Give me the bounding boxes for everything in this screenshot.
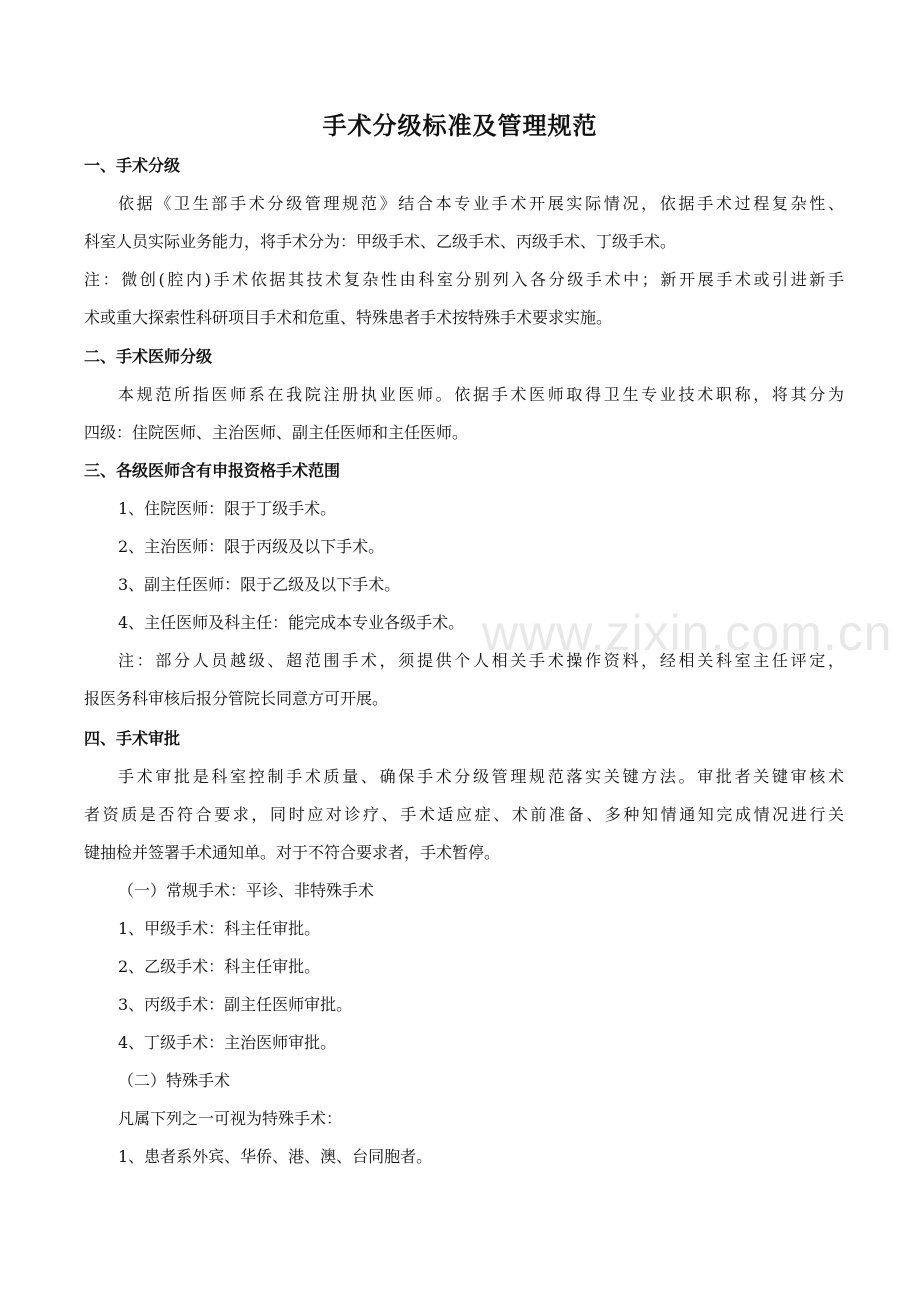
note-line: 注：微创(腔内)手术依据其技术复杂性由科室分别列入各分级手术中；新开展手术或引进新手 [84,270,844,289]
list-item: 1、甲级手术：科主任审批。 [118,919,321,938]
paragraph-line: 键抽检并签署手术通知单。对于不符合要求者，手术暂停。 [84,843,501,862]
list-item: 3、丙级手术：副主任医师审批。 [118,995,353,1014]
watermark: www.zixin.com.cn [482,605,893,661]
paragraph-line: 手术审批是科室控制手术质量、确保手术分级管理规范落实关键方法。审批者关键审核术 [118,767,844,786]
document-title: 手术分级标准及管理规范 [322,112,598,140]
note-line: 报医务科审核后报分管院长同意方可开展。 [84,689,389,708]
subsection-heading: （一）常规手术：平诊、非特殊手术 [118,881,375,900]
paragraph-line: 本规范所指医师系在我院注册执业医师。依据手术医师取得卫生专业技术职称，将其分为 [118,385,844,404]
section-heading: 三、各级医师含有申报资格手术范围 [84,461,341,480]
list-item: 3、副主任医师：限于乙级及以下手术。 [118,575,401,594]
list-item: 2、乙级手术：科主任审批。 [118,957,321,976]
paragraph-line: 科室人员实际业务能力，将手术分为：甲级手术、乙级手术、丙级手术、丁级手术。 [84,232,677,251]
subsection-heading: （二）特殊手术 [118,1071,231,1090]
section-heading: 四、手术审批 [84,729,181,748]
list-item: 4、主任医师及科主任：能完成本专业各级手术。 [118,613,465,632]
paragraph-line: 凡属下列之一可视为特殊手术： [118,1109,343,1128]
section-heading: 一、手术分级 [84,156,181,175]
list-item: 1、患者系外宾、华侨、港、澳、台同胞者。 [118,1147,433,1166]
paragraph-line: 依据《卫生部手术分级管理规范》结合本专业手术开展实际情况，依据手术过程复杂性、 [118,194,844,213]
note-line: 注：部分人员越级、超范围手术，须提供个人相关手术操作资料，经相关科室主任评定， [118,651,844,670]
section-heading: 二、手术医师分级 [84,347,213,366]
paragraph-line: 者资质是否符合要求，同时应对诊疗、手术适应症、术前准备、多种知情通知完成情况进行关 [84,805,844,824]
list-item: 4、丁级手术：主治医师审批。 [118,1033,337,1052]
list-item: 2、主治医师：限于丙级及以下手术。 [118,537,385,556]
list-item: 1、住院医师：限于丁级手术。 [118,499,337,518]
note-line: 术或重大探索性科研项目手术和危重、特殊患者手术按特殊手术要求实施。 [84,308,613,327]
paragraph-line: 四级：住院医师、主治医师、副主任医师和主任医师。 [84,423,469,442]
